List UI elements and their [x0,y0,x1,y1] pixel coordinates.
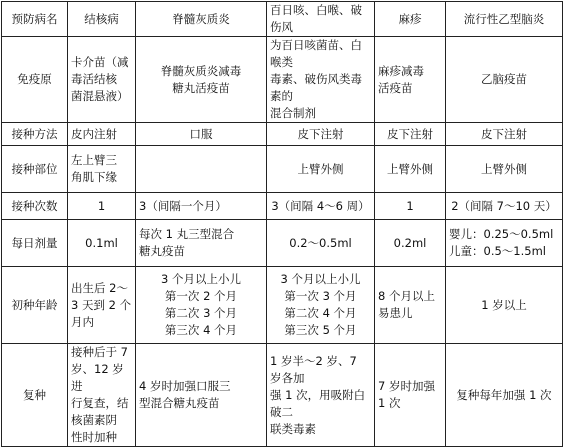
table-row [2,146,563,193]
header-row [2,2,563,37]
table-cell: 1 岁以上 [446,267,563,344]
table-cell: 1 岁半～2 岁、7 岁各加 强 1 次，用吸附白破二 联类毒素 [267,344,375,447]
table-cell: 1 [68,193,136,220]
row-label: 接种方法 [2,123,68,146]
table-cell: 3（间隔一个月） [136,193,267,220]
table-cell: 皮下注射 [375,123,446,146]
table-cell: 3 个月以上小儿 第一次 3 个月 第二次 4 个月 第三次 5 个月 [267,267,375,344]
table-cell: 皮内注射 [68,123,136,146]
table-cell: 0.1ml [68,220,136,267]
table-cell: 婴儿：0.25～0.5ml 儿童：0.5～1.5ml [446,220,563,267]
row-label: 接种部位 [2,146,68,193]
table-cell: 接种后于 7 岁、12 岁进 行复查，结 核菌素阴 性时加种 [68,344,136,447]
header-cell: 流行性乙型脑炎 [446,2,563,37]
header-cell: 结核病 [68,2,136,37]
table-cell: 脊髓灰质炎减毒 糖丸活疫苗 [136,37,267,123]
header-cell: 百日咳、白喉、破伤风 [267,2,375,37]
table-cell: 3（间隔 4～6 周） [267,193,375,220]
row-label: 接种次数 [2,193,68,220]
vaccination-schedule-table [1,1,563,447]
table-cell [136,146,267,193]
table-cell: 1 [375,193,446,220]
table-cell: 为百日咳菌苗、白喉类 毒素、破伤风类毒素的 混合制剂 [267,37,375,123]
table-cell: 0.2ml [375,220,446,267]
table-row [2,267,563,344]
table-cell: 出生后 2～ 3 天到 2 个 月内 [68,267,136,344]
table-cell: 8 个月以上 易患儿 [375,267,446,344]
table-cell: 3 个月以上小儿 第一次 2 个月 第二次 3 个月 第三次 4 个月 [136,267,267,344]
table-cell: 卡介苗（减 毒活结核 菌混悬液） [68,37,136,123]
row-label: 免疫原 [2,37,68,123]
table-cell: 上臂外侧 [446,146,563,193]
table-cell: 复种每年加强 1 次 [446,344,563,447]
header-cell: 麻疹 [375,2,446,37]
row-label: 初种年龄 [2,267,68,344]
table-cell: 7 岁时加强 1 次 [375,344,446,447]
table-row [2,344,563,447]
row-label: 复种 [2,344,68,447]
table-row [2,37,563,123]
table-cell: 乙脑疫苗 [446,37,563,123]
table-cell: 2（间隔 7～10 天） [446,193,563,220]
table-row [2,193,563,220]
table-row [2,123,563,146]
table-cell: 每次 1 丸三型混合 糖丸疫苗 [136,220,267,267]
table-cell: 皮下注射 [446,123,563,146]
header-cell: 脊髓灰质炎 [136,2,267,37]
row-label: 每日剂量 [2,220,68,267]
table-cell: 4 岁时加强口服三 型混合糖丸疫苗 [136,344,267,447]
table-row [2,220,563,267]
table-cell: 口服 [136,123,267,146]
table-cell: 0.2～0.5ml [267,220,375,267]
table-cell: 麻疹减毒 活疫苗 [375,37,446,123]
table-cell: 上臂外侧 [375,146,446,193]
table-cell: 皮下注射 [267,123,375,146]
table-cell: 左上臂三 角肌下缘 [68,146,136,193]
header-cell: 预防病名 [2,2,68,37]
table-cell: 上臂外侧 [267,146,375,193]
